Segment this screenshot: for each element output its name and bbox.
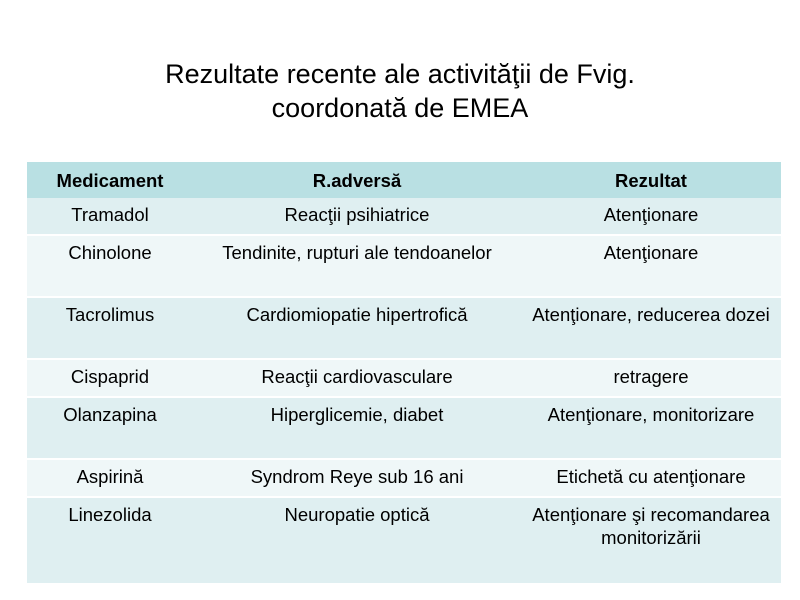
table-header-row: [27, 162, 781, 198]
cell-medicament: Cispaprid: [27, 359, 193, 397]
cell-medicament: Aspirină: [27, 459, 193, 497]
header-reactie-adversa: R.adversă: [193, 162, 521, 198]
cell-reactie: Tendinite, rupturi ale tendoanelor: [193, 235, 521, 297]
cell-rezultat: retragere: [521, 359, 781, 397]
table-row: [27, 397, 781, 459]
table-row: [27, 198, 781, 235]
cell-rezultat: Etichetă cu atenţionare: [521, 459, 781, 497]
cell-rezultat: Atenţionare, reducerea dozei: [521, 297, 781, 359]
cell-rezultat: Atenţionare: [521, 235, 781, 297]
cell-rezultat: Atenţionare şi recomandarea monitorizării: [521, 497, 781, 583]
cell-reactie: Reacţii psihiatrice: [193, 198, 521, 235]
cell-rezultat: Atenţionare: [521, 198, 781, 235]
table-row: [27, 235, 781, 297]
header-medicament: Medicament: [27, 162, 193, 198]
cell-reactie: Neuropatie optică: [193, 497, 521, 583]
table-row: [27, 359, 781, 397]
cell-medicament: Tramadol: [27, 198, 193, 235]
slide-title: [0, 57, 800, 125]
cell-reactie: Cardiomiopatie hipertrofică: [193, 297, 521, 359]
cell-medicament: Tacrolimus: [27, 297, 193, 359]
results-table: [27, 162, 781, 583]
header-rezultat: Rezultat: [521, 162, 781, 198]
cell-medicament: Chinolone: [27, 235, 193, 297]
cell-reactie: Syndrom Reye sub 16 ani: [193, 459, 521, 497]
cell-rezultat: Atenţionare, monitorizare: [521, 397, 781, 459]
cell-medicament: Linezolida: [27, 497, 193, 583]
table-row: [27, 297, 781, 359]
table-row: [27, 459, 781, 497]
cell-medicament: Olanzapina: [27, 397, 193, 459]
slide-title-line-1: Rezultate recente ale activităţii de Fvig.: [165, 59, 635, 89]
slide-title-line-2: coordonată de EMEA: [271, 93, 529, 123]
cell-reactie: Hiperglicemie, diabet: [193, 397, 521, 459]
table-row: [27, 497, 781, 583]
cell-reactie: Reacţii cardiovasculare: [193, 359, 521, 397]
